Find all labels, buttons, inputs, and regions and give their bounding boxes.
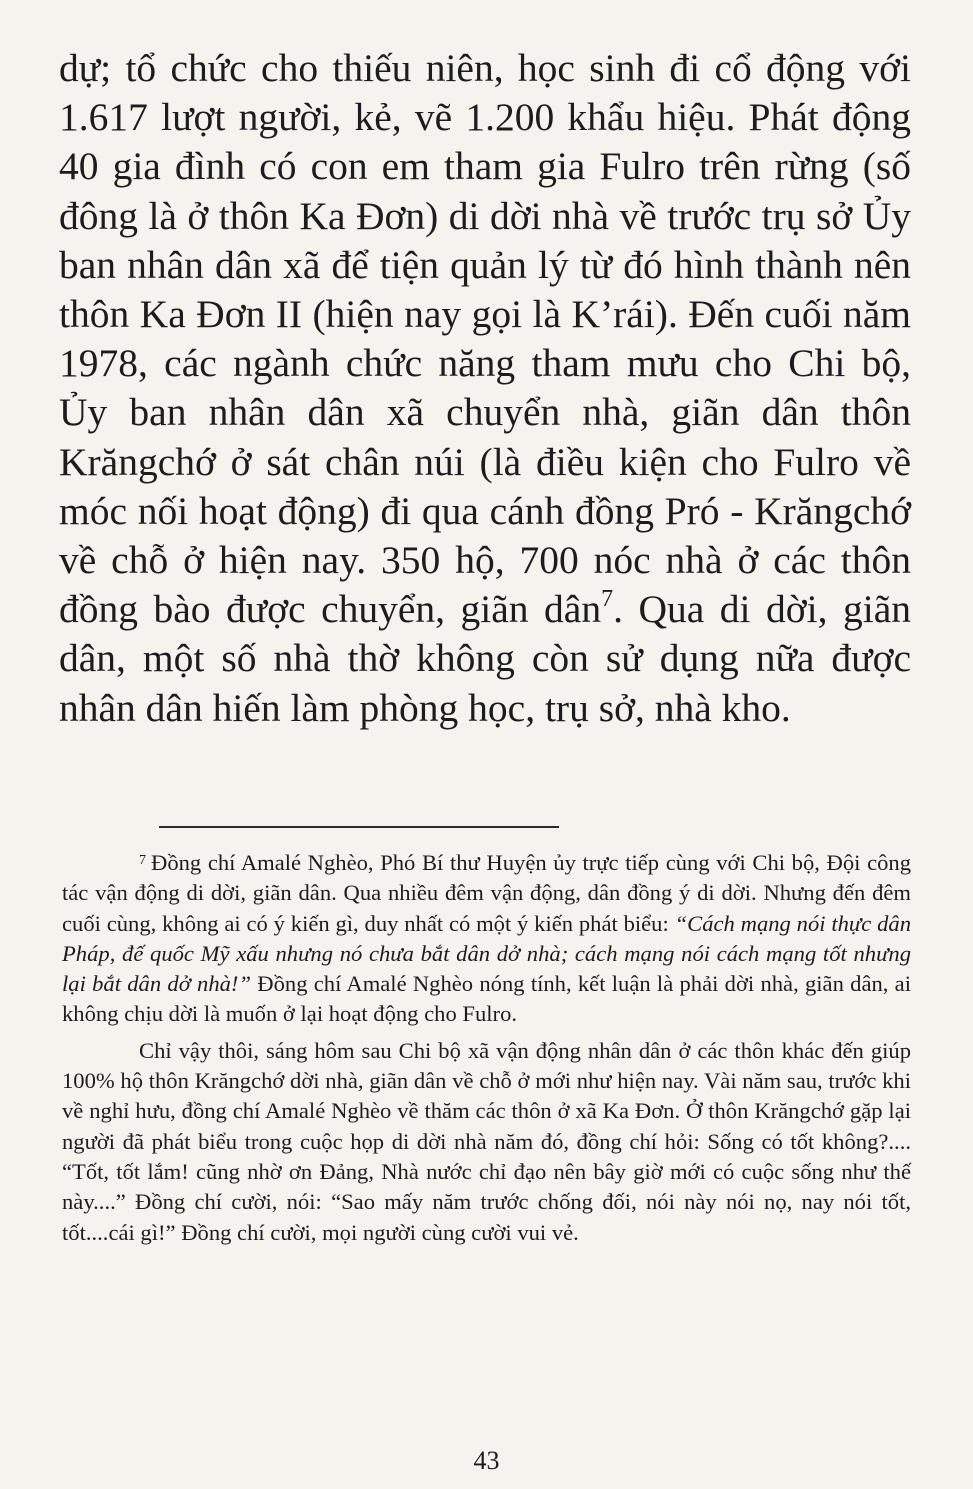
main-paragraph [59,44,911,733]
footnote-text-start: Đồng chí Amalé Nghèo, Phó Bí thư Huyện ủy trực tiếp cùng với Chi bộ, Đội công tác vận động di dời, giãn dân. Qua nhiều đêm vận động, dân đồng ý di dời. Nhưng đến đêm cuối cùng, không ai có ý kiến gì, duy nhất có một ý kiến phát biểu: [62,850,911,936]
footnote-paragraph-2: Chỉ vậy thôi, sáng hôm sau Chi bộ xã vận động nhân dân ở các thôn khác đến giúp 100% hộ thôn Krăngchớ dời nhà, giãn dân về chỗ ở mới như hiện nay. Vài năm sau, trước khi về nghỉ hưu, đồng chí Amalé Nghèo về thăm các thôn ở xã Ka Đơn. Ở thôn Krăngchớ gặp lại người đã phát biểu trong cuộc họp di dời nhà năm đó, đồng chí hỏi: Sống có tốt không?.... “Tốt, tốt lắm! cũng nhờ ơn Đảng, Nhà nước chỉ đạo nên bây giờ mới có cuộc sống như thế này....” Đồng chí cười, nói: “Sao mấy năm trước chống đối, nói này nói nọ, nay nói tốt, tốt....cái gì!” Đồng chí cười, mọi người cùng cười vui vẻ. [62,1037,911,1245]
main-text-part-1: dự; tổ chức cho thiếu niên, học sinh đi cổ động với 1.617 lượt người, kẻ, vẽ 1.200 khẩu hiệu. Phát động 40 gia đình có con em tham gia Fulro trên rừng (số đông là ở thôn Ka Đơn) di dời nhà về trước trụ sở Ủy ban nhân dân xã để tiện quản lý từ đó hình thành nên thôn Ka Đơn II (hiện nay gọi là K’rái). Đến cuối năm 1978, các ngành chức năng tham mưu cho Chi bộ, Ủy ban nhân dân xã chuyển nhà, giãn dân thôn Krăngchớ ở sát chân núi (là điều kiện cho Fulro về móc nối hoạt động) đi qua cánh đồng Pró - Krăngchớ về chỗ ở hiện nay. 350 hộ, 700 nóc nhà ở các thôn đồng bào được chuyển, giãn dân [59,46,911,632]
footnote-section [62,846,911,1248]
main-text-part-2: . Qua di dời, giãn dân, một số nhà thờ không còn sử dụng nữa được nhân dân hiến làm phòng học, trụ sở, nhà kho. [59,587,911,730]
footnote-quote: “Cách mạng nói thực dân Pháp, đế quốc Mỹ xấu nhưng nó chưa bắt dân dở nhà; cách mạng nói cách mạng tốt nhưng lại bắt dân dở nhà!” [62,910,911,997]
footnote-number: 7 [139,853,146,868]
footnote-reference[interactable]: 7 [601,586,614,613]
footnote-separator [159,826,559,828]
footnote-paragraph-1 [62,846,911,1030]
footnote-text-end: Đồng chí Amalé Nghèo nóng tính, kết luận là phải dời nhà, giãn dân, ai không chịu dời là muốn ở lại hoạt động cho Fulro. [62,971,911,1027]
page-number: 43 [473,1446,500,1475]
